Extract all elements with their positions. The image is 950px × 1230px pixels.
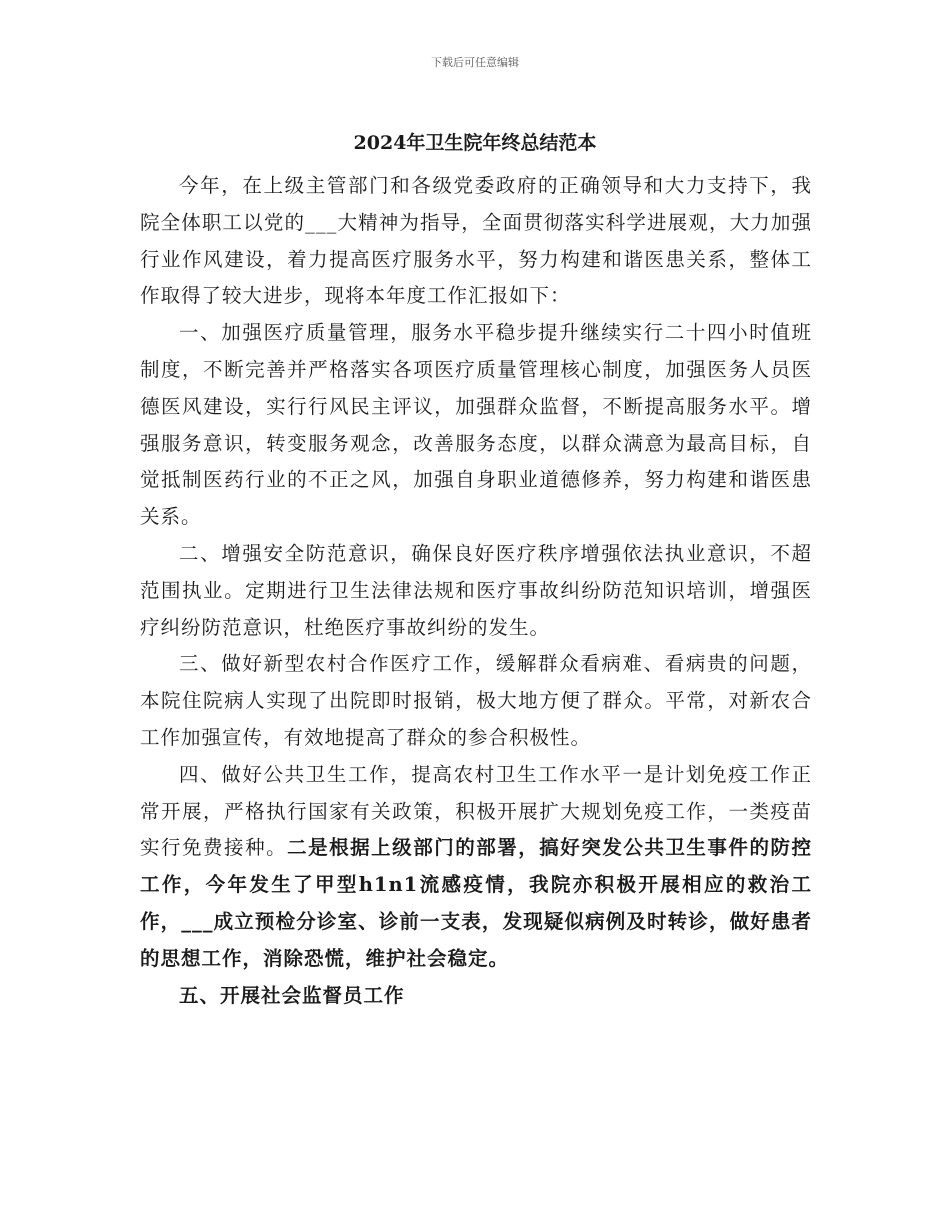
- paragraph-section-4-bold: 二是根据上级部门的部署，搞好突发公共卫生事件的防控工作，今年发生了甲型h1n1流感疫情，我院亦积极开展相应的救治工作，___成立预检分诊室、诊前一支表，发现疑似病例及时转诊，做好患者的思想工作，消除恐慌，维护社会稳定。: [140, 836, 812, 970]
- paragraph-section-4: [140, 757, 812, 978]
- paragraph-section-2: 二、增强安全防范意识，确保良好医疗秩序增强依法执业意识，不超范围执业。定期进行卫生法律法规和医疗事故纠纷防范知识培训，增强医疗纠纷防范意识，杜绝医疗事故纠纷的发生。: [140, 541, 812, 639]
- paragraph-section-3: 三、做好新型农村合作医疗工作，缓解群众看病难、看病贵的问题，本院住院病人实现了出院即时报销，极大地方便了群众。平常，对新农合工作加强宣传，有效地提高了群众的参合积极性。: [140, 652, 812, 749]
- paragraph-intro: 今年，在上级主管部门和各级党委政府的正确领导和大力支持下，我院全体职工以党的___大精神为指导，全面贯彻落实科学进展观，大力加强行业作风建设，着力提高医疗服务水平，努力构建和谐医患关系，整体工作取得了较大进步，现将本年度工作汇报如下：: [140, 174, 812, 308]
- document-title: 2024年卫生院年终总结范本: [353, 132, 597, 154]
- document-body: [140, 168, 812, 1014]
- paragraph-section-5-heading: 五、开展社会监督员工作: [179, 983, 405, 1007]
- paragraph-section-1: 一、加强医疗质量管理，服务水平稳步提升继续实行二十四小时值班制度，不断完善并严格落实各项医疗质量管理核心制度，加强医务人员医德医风建设，实行行风民主评议，加强群众监督，不断提高服务水平。增强服务意识，转变服务观念，改善服务态度，以群众满意为最高目标，自觉抵制医药行业的不正之风，加强自身职业道德修养，努力构建和谐医患关系。: [140, 321, 812, 529]
- header-note: 下载后可任意编辑: [431, 56, 519, 69]
- paragraph-section-4-regular: 四、做好公共卫生工作，提高农村卫生工作水平一是计划免疫工作正常开展，严格执行国家有关政策，积极开展扩大规划免疫工作，一类疫苗实行免费接种。: [140, 762, 812, 860]
